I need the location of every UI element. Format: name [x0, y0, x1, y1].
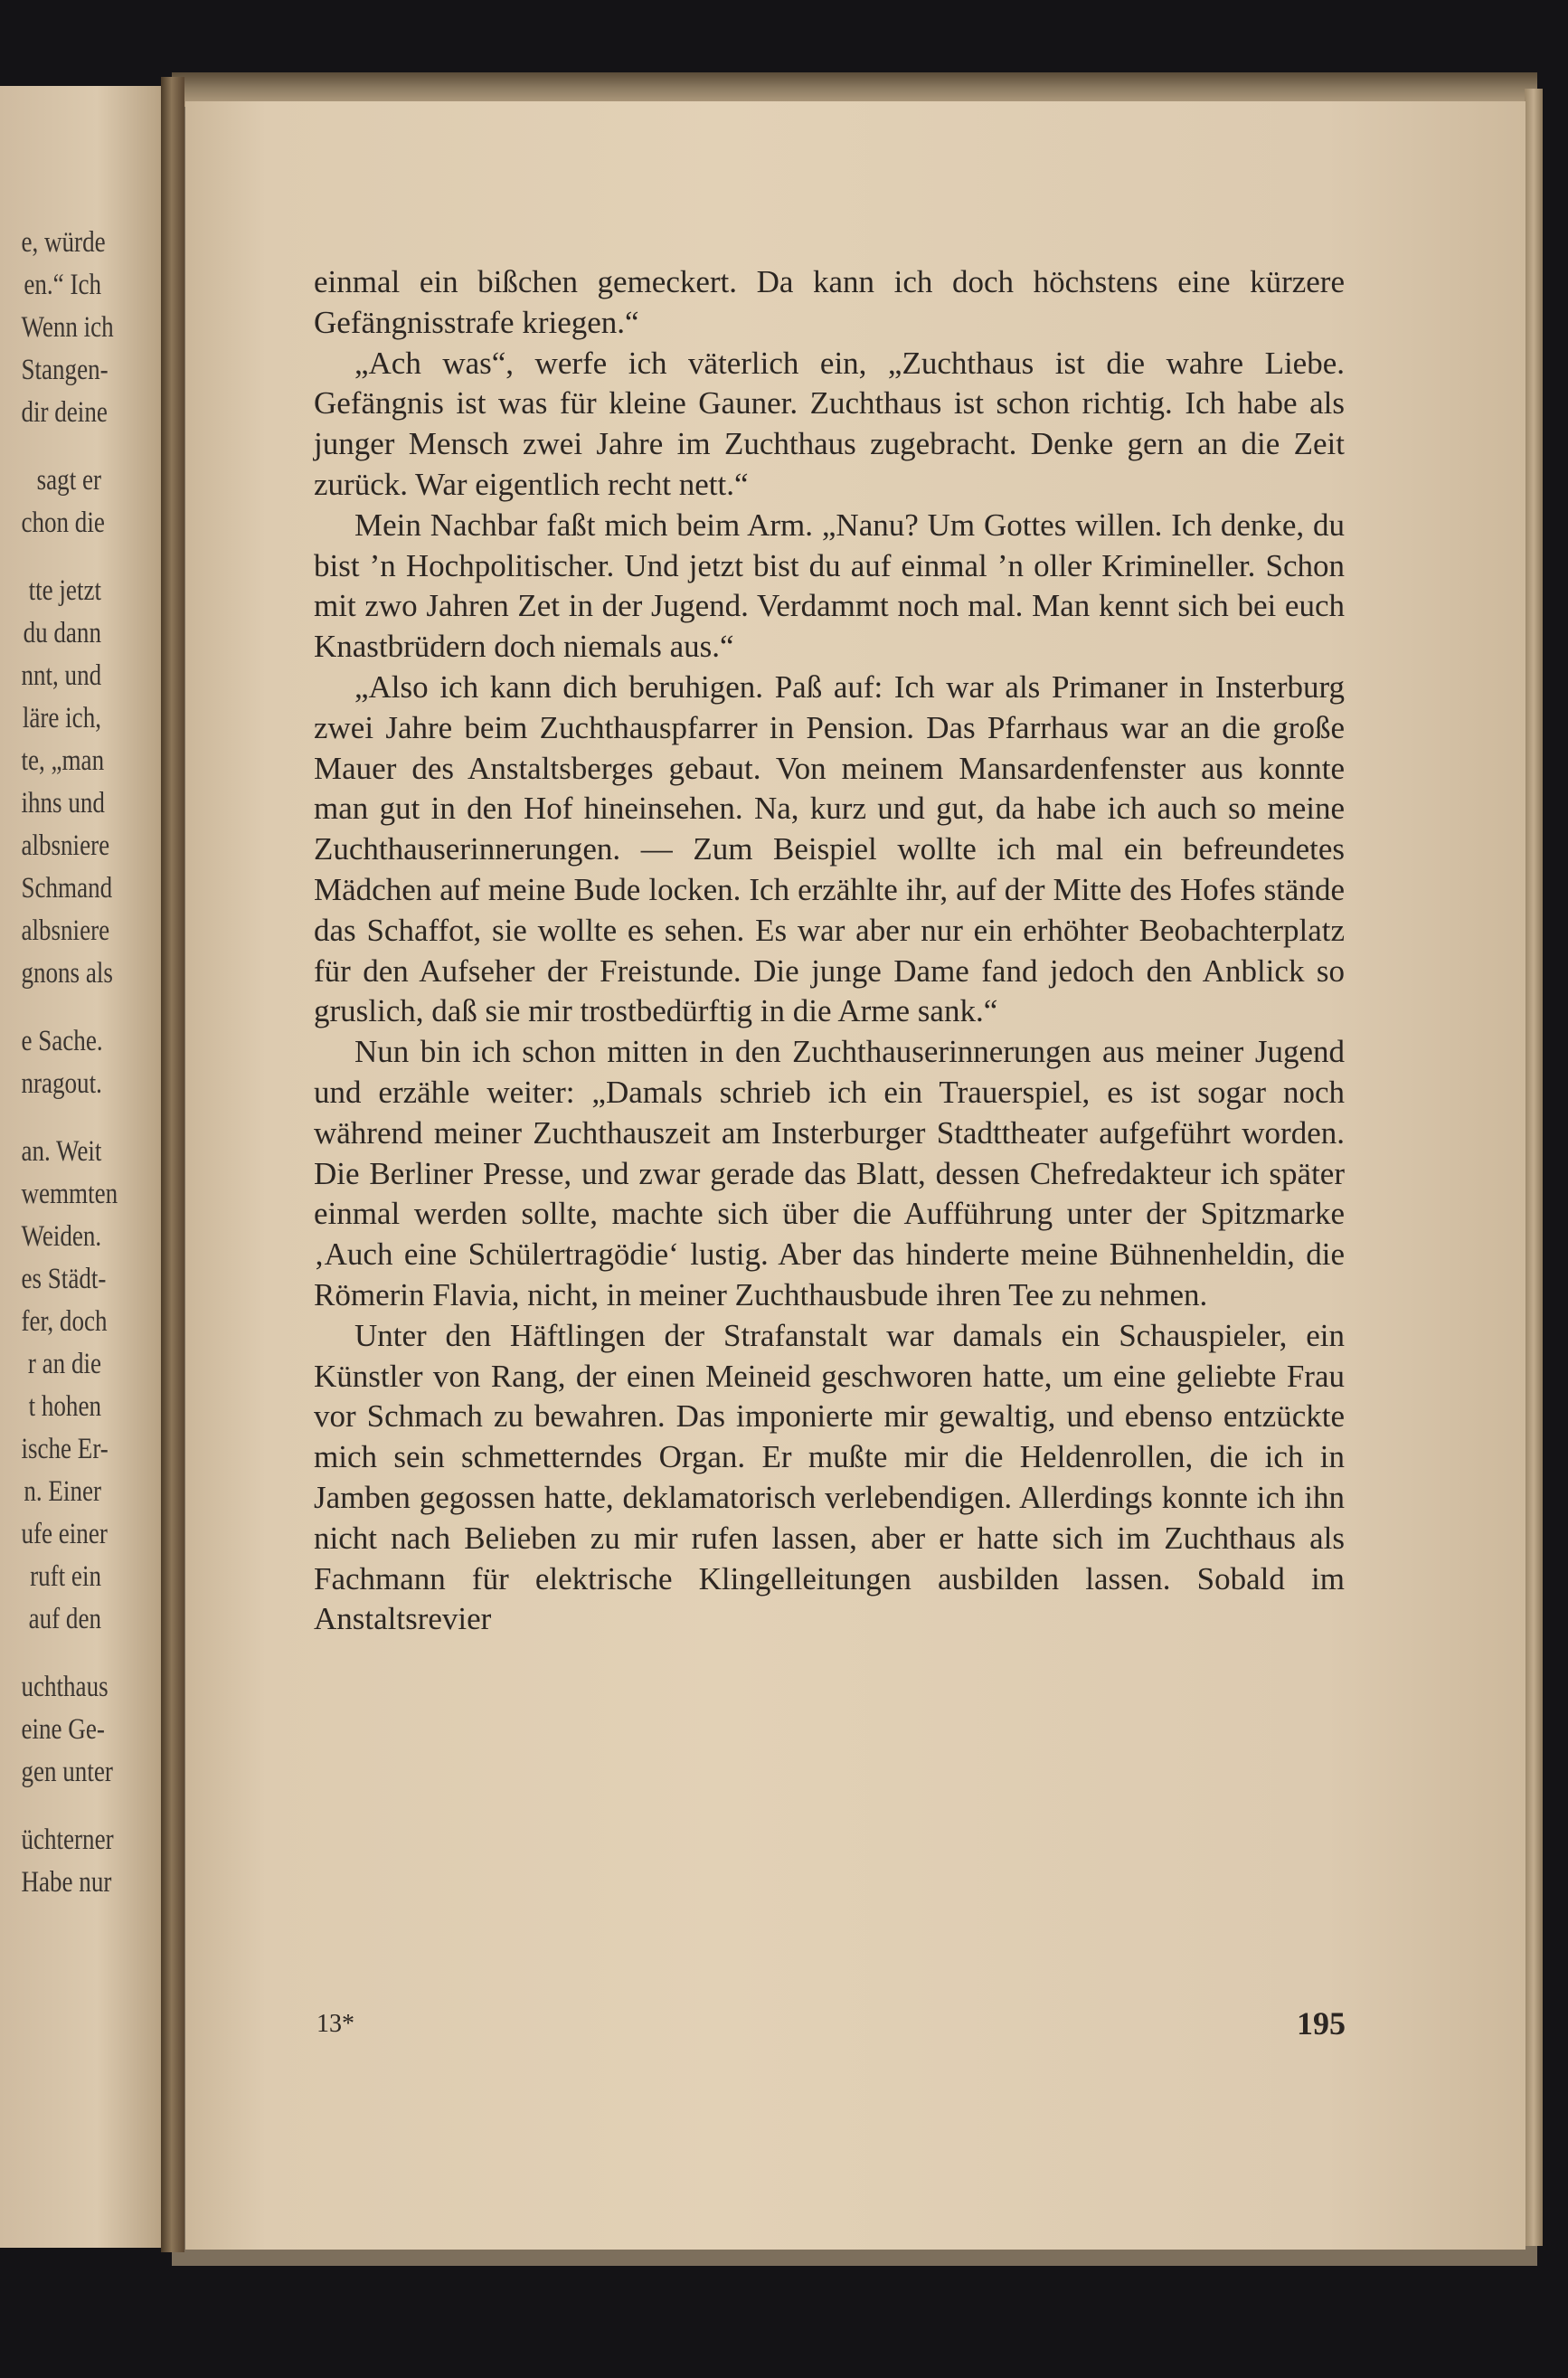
left-page-line: auf den	[28, 1603, 102, 1635]
printer-signature-mark: 13*	[316, 2010, 354, 2038]
left-page-gap	[21, 434, 101, 459]
paragraph: Mein Nachbar faßt mich beim Arm. „Nanu? Um Gottes willen. Ich denke, du bist ’n Hochpolitischer. Und jetzt bist du auf einmal ’n oller Krimineller. Schon mit zwo Jahren Zet in der Jugend. Verdammt noch mal. Man kennt sich bei euch Knastbrüdern doch niemals aus.“	[314, 507, 1345, 665]
left-page-gap	[21, 1641, 101, 1666]
left-page-gap	[21, 1105, 101, 1131]
left-page-line: ufe einer	[21, 1518, 108, 1550]
left-page-line: albsniere	[21, 829, 110, 862]
page-body-text	[314, 262, 1345, 1640]
left-page-line: wemmten	[21, 1178, 118, 1210]
left-page-line: te, „man	[21, 744, 105, 777]
left-page-line: es Städt-	[21, 1263, 107, 1295]
left-page-gap	[21, 1794, 101, 1819]
left-page-line: läre ich,	[22, 702, 101, 734]
left-page-line: Weiden.	[21, 1220, 102, 1253]
left-page-line: Wenn ich	[21, 311, 114, 344]
left-page-gap	[21, 995, 101, 1020]
paragraph: „Ach was“, werfe ich väterlich ein, „Zuchthaus ist die wahre Liebe. Gefängnis ist was für kleine Gauner. Zuchthaus ist schon richtig. Ich habe als junger Mensch zwei Jahre im Zuchthaus zugebracht. Denke gern an die Zeit zurück. War eigentlich recht nett.“	[314, 345, 1345, 502]
left-page-line: r an die	[27, 1348, 101, 1380]
paragraph: einmal ein bißchen gemeckert. Da kann ich doch höchstens eine kürzere Gefängnisstrafe kriegen.“	[314, 264, 1345, 340]
left-page-line: nragout.	[21, 1067, 102, 1100]
paragraph: Nun bin ich schon mitten in den Zuchthauserinnerungen aus meiner Jugend und erzähle weiter: „Damals schrieb ich ein Trauerspiel, es ist sogar noch während meiner Zuchthauszeit am Insterburger Stadttheater aufgeführt worden. Die Berliner Presse, und zwar gerade das Blatt, dessen Chefredakteur ich später einmal werden sollte, machte sich über die Aufführung unter der Spitzmarke ‚Auch eine Schülertragödie‘ lustig. Aber das hinderte meine Bühnenheldin, die Römerin Flavia, nicht, in meiner Zuchthausbude ihren Tee zu nehmen.	[314, 1034, 1345, 1312]
left-page-line: gnons als	[21, 957, 113, 990]
left-page-line: en.“ Ich	[24, 269, 101, 301]
page-number: 195	[1297, 2005, 1346, 2042]
left-page-line: gen unter	[21, 1756, 113, 1788]
left-page-line: sagt er	[36, 464, 101, 497]
left-page-line: chon die	[21, 507, 105, 539]
page-block-edge	[1525, 89, 1543, 2246]
left-page-line: e Sache.	[21, 1025, 103, 1057]
left-page-line: Habe nur	[21, 1866, 112, 1899]
left-page-line: uchthaus	[21, 1671, 109, 1703]
left-page-text	[21, 222, 118, 1904]
left-page-gap	[21, 545, 101, 570]
left-page-line: n. Einer	[24, 1475, 102, 1508]
left-page-line: eine Ge-	[21, 1713, 105, 1746]
left-page-line: albsniere	[21, 914, 110, 947]
left-page-line: t hohen	[28, 1390, 101, 1423]
left-page-line: dir deine	[21, 396, 108, 429]
paragraph: Unter den Häftlingen der Strafanstalt war damals ein Schauspieler, ein Künstler von Rang, der einen Meineid geschworen hatte, um eine geliebte Frau vor Schmach zu bewahren. Das imponierte mir gewaltig, und ebenso entzückte mich sein schmetterndes Organ. Er mußte mir die Heldenrollen, die ich in Jamben gegossen hatte, deklamatorisch verlebendigen. Allerdings konnte ich ihn nicht nach Belieben zu mir rufen lassen, aber er hatte sich im Zuchthaus als Fachmann für elektrische Klingelleitungen ausbilden lassen. Sobald im Anstaltsrevier	[314, 1317, 1345, 1637]
left-page-line: Schmand	[21, 872, 113, 905]
left-page-line: e, würde	[21, 226, 106, 259]
left-page	[0, 86, 176, 2248]
left-page-line: ruft ein	[30, 1560, 101, 1593]
left-page-line: du dann	[23, 617, 101, 649]
left-page-line: ihns und	[21, 787, 105, 820]
left-page-line: fer, doch	[21, 1305, 108, 1338]
left-page-line: üchterner	[21, 1824, 114, 1856]
left-page-line: nnt, und	[21, 659, 102, 692]
left-page-line: Stangen-	[21, 354, 109, 386]
left-page-line: ische Er-	[21, 1433, 109, 1465]
book-gutter	[161, 77, 184, 2252]
left-page-line: tte jetzt	[28, 574, 102, 607]
paragraph: „Also ich kann dich beruhigen. Paß auf: Ich war als Primaner in Insterburg zwei Jahre beim Zuchthauspfarrer in Pension. Das Pfarrhaus war an die große Mauer des Anstaltsberges gebaut. Von meinem Mansardenfenster aus konnte man gut in den Hof hineinsehen. Na, kurz und gut, da habe ich auch so meine Zuchthauserinnerungen. — Zum Beispiel wollte ich mal ein befreundetes Mädchen auf meine Bude locken. Ich erzählte ihr, auf der Mitte des Hofes stände das Schaffot, sie wollte es sehen. Es war aber nur ein erhöhter Beobachterplatz für den Aufseher der Freistunde. Die junge Dame fand jedoch den Anblick so gruslich, daß sie mir trostbedürftig in die Arme sank.“	[314, 668, 1345, 1029]
left-page-line: an. Weit	[21, 1135, 102, 1168]
